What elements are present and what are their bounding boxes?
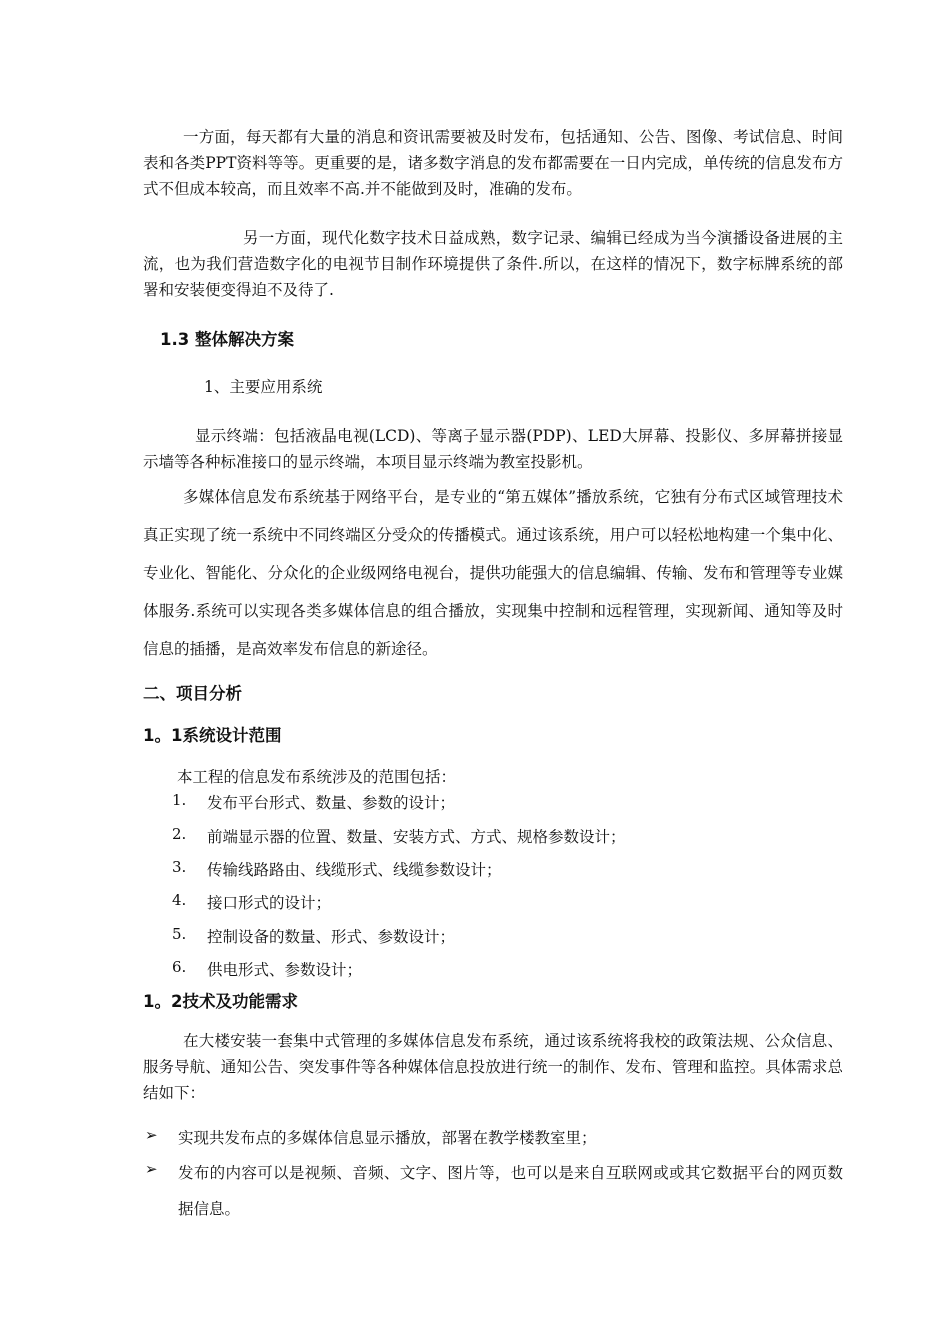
list-item-number: 5. (172, 925, 187, 943)
bullet-arrow-icon: ➢ (145, 1160, 158, 1178)
paragraph-display-terminal: 显示终端：包括液晶电视(LCD)、等离子显示器(PDP)、LED大屏幕、投影仪、多屏幕拼接显示墙等各种标准接口的显示终端，本项目显示终端为教室投影机。 (143, 427, 843, 471)
section-heading-1-3: 1.3 整体解决方案 (160, 330, 294, 349)
subheading-main-systems: 1、主要应用系统 (204, 378, 323, 396)
list-item-number: 2. (172, 825, 187, 843)
list-item: 供电形式、参数设计； (207, 961, 363, 979)
list-item-number: 6. (172, 958, 187, 976)
paragraph-1: 一方面，每天都有大量的消息和资讯需要被及时发布，包括通知、公告、图像、考试信息、时间表和各类PPT资料等等。更重要的是，诸多数字消息的发布都需要在一日内完成，单传统的信息发布方式不但成本较高，而且效率不高.并不能做到及时，准确的发布。 (143, 128, 843, 198)
paragraph-multimedia-system: 多媒体信息发布系统基于网络平台，是专业的“第五媒体”播放系统，它独有分布式区域管理技术真正实现了统一系统中不同终端区分受众的传播模式。通过该系统，用户可以轻松地构建一个集中化、专业化、智能化、分众化的企业级网络电视台，提供功能强大的信息编辑、传输、发布和管理等专业媒体服务.系统可以实现各类多媒体信息的组合播放，实现集中控制和远程管理，实现新闻、通知等及时信息的插播，是高效率发布信息的新途径。 (143, 488, 843, 658)
chapter-heading-project-analysis: 二、项目分析 (143, 684, 242, 703)
paragraph-2: 另一方面，现代化数字技术日益成熟，数字记录、编辑已经成为当今演播设备进展的主流，也为我们营造数字化的电视节目制作环境提供了条件.所以，在这样的情况下，数字标牌系统的部署和安装便变得迫不及待了. (143, 229, 843, 299)
section-heading-2-1: 1。1系统设计范围 (143, 726, 282, 745)
bullet-arrow-icon: ➢ (145, 1126, 158, 1144)
list-item-number: 4. (172, 891, 187, 909)
list-item: 前端显示器的位置、数量、安装方式、方式、规格参数设计； (207, 828, 626, 846)
scope-intro: 本工程的信息发布系统涉及的范围包括： (177, 768, 457, 786)
list-item: 接口形式的设计； (207, 894, 332, 912)
section-heading-2-2: 1。2技术及功能需求 (143, 992, 298, 1011)
list-item: 发布平台形式、数量、参数的设计； (207, 794, 456, 812)
list-item-number: 3. (172, 858, 187, 876)
bullet-item: 实现共发布点的多媒体信息显示播放，部署在教学楼教室里； (178, 1129, 597, 1147)
list-item-number: 1. (172, 791, 187, 809)
paragraph-requirements: 在大楼安装一套集中式管理的多媒体信息发布系统，通过该系统将我校的政策法规、公众信息、服务导航、通知公告、突发事件等各种媒体信息投放进行统一的制作、发布、管理和监控。具体需求总结如下： (143, 1032, 843, 1102)
list-item: 控制设备的数量、形式、参数设计； (207, 928, 456, 946)
list-item: 传输线路路由、线缆形式、线缆参数设计； (207, 861, 502, 879)
bullet-item: 发布的内容可以是视频、音频、文字、图片等，也可以是来自互联网或或其它数据平台的网页数据信息。 (178, 1164, 843, 1218)
